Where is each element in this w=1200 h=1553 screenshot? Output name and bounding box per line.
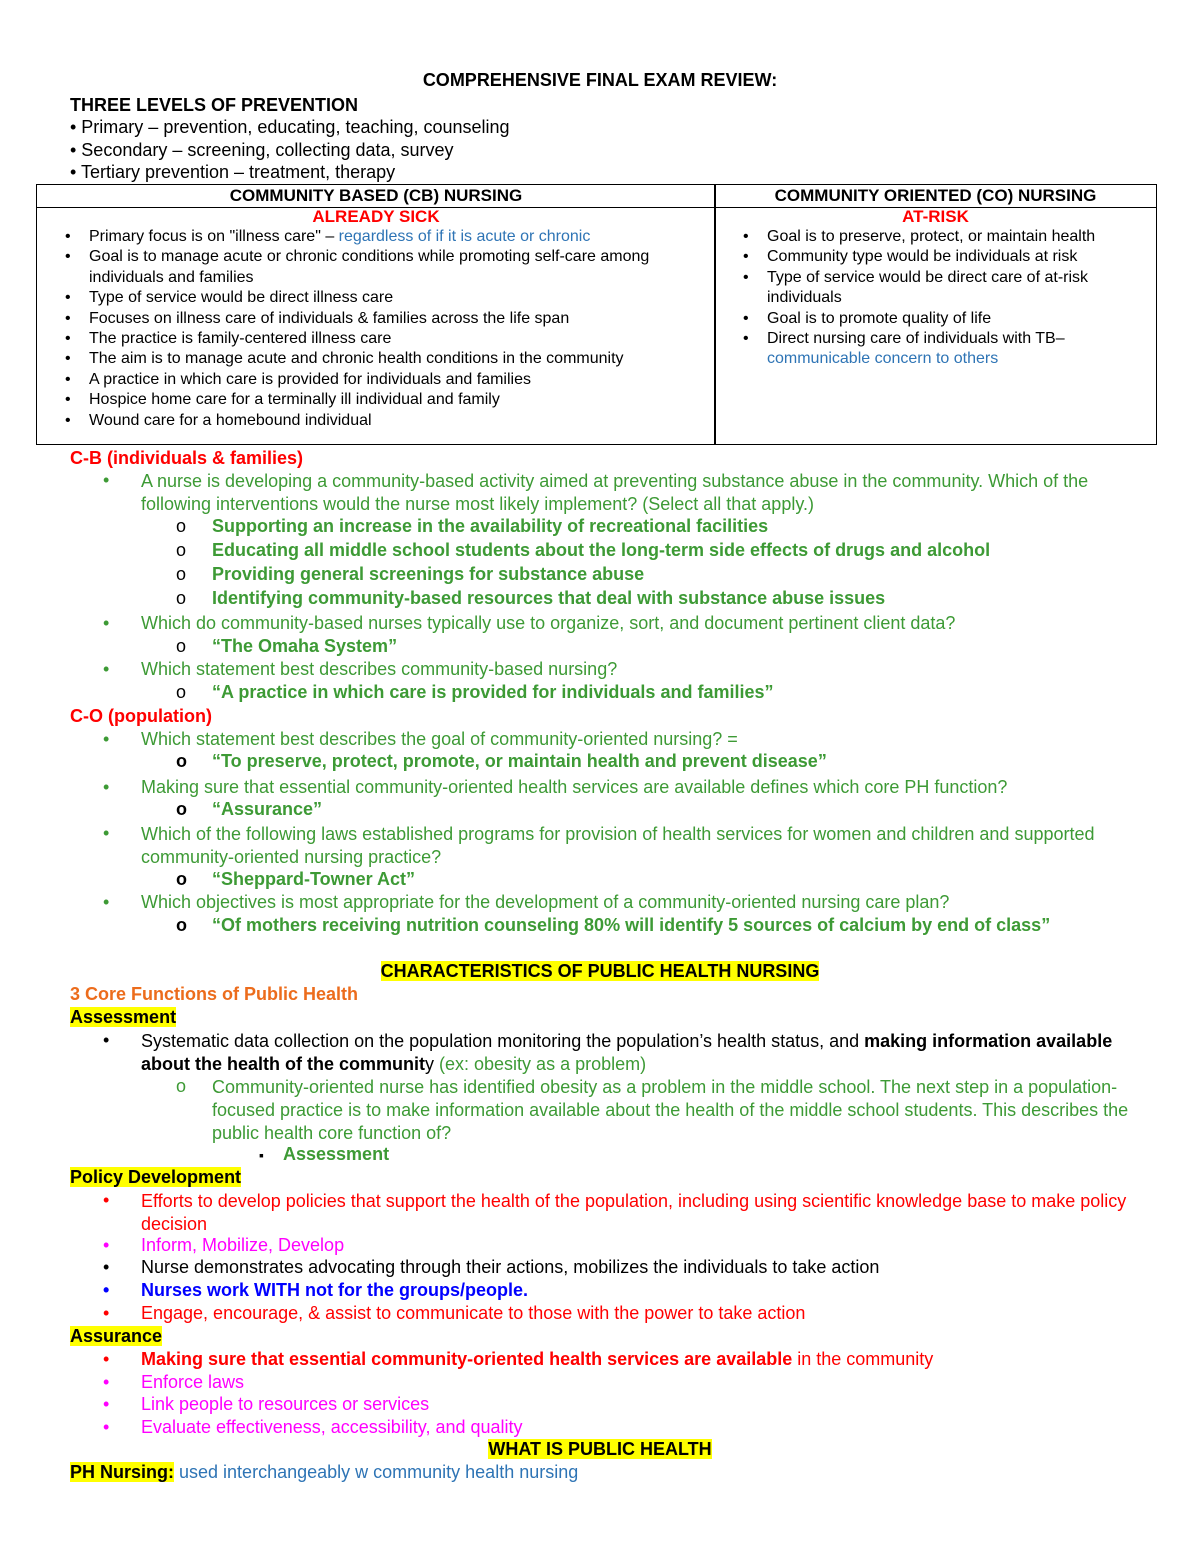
prevention-item-secondary: • Secondary – screening, collecting data, survey [70,140,454,160]
policy-item-3: Nurse demonstrates advocating through their actions, mobilizes the individuals to take action [141,1257,880,1277]
cb-list [59,227,709,431]
square-bullet-icon: ▪ [259,1147,264,1163]
co-section-heading: C-O (population) [70,706,212,726]
policy-item-5: Engage, encourage, & assist to communicate to those with the power to take action [141,1303,806,1323]
policy-label: Policy Development [70,1167,242,1187]
list-item: • Focuses on illness care of individuals & families across the life span [59,309,709,329]
cb-subheader: ALREADY SICK [312,207,440,226]
assurance-item-1: Making sure that essential community-oriented health services are available in the community [141,1349,934,1369]
cb-column-header: COMMUNITY BASED (CB) NURSING [37,185,715,208]
circle-bullet-icon: o [176,869,187,889]
circle-bullet-icon: o [176,915,187,935]
circle-bullet-icon: o [176,682,187,702]
bullet-icon: • [103,729,110,749]
bullet-icon: • [103,470,110,490]
circle-bullet-icon: o [176,588,187,608]
policy-item-4: Nurses work WITH not for the groups/people. [141,1280,529,1300]
assurance-item-2: Enforce laws [141,1372,245,1392]
list-item: • Community type would be individuals at risk [737,247,1157,267]
cb-answer-1b: Educating all middle school students about the long-term side effects of drugs and alcohol [212,540,991,560]
cb-question-1: A nurse is developing a community-based activity aimed at preventing substance abuse in the community. Which of the following interventions would the nurse most likely implement? (Select all that apply.) [141,471,1089,514]
assessment-description: Systematic data collection on the population monitoring the population’s health status, and making information available about the health of the community (ex: obesity as a problem) [141,1031,1113,1074]
bullet-icon: • [103,1372,110,1392]
list-item: • Type of service would be direct illness care [59,288,709,308]
bullet-icon: • [103,659,110,679]
page-title: COMPREHENSIVE FINAL EXAM REVIEW: [422,70,778,90]
co-answer-2: “Assurance” [212,799,323,819]
cb-answer-1d: Identifying community-based resources that deal with substance abuse issues [212,588,886,608]
co-list [737,227,1157,370]
circle-bullet-icon: o [176,516,187,536]
bullet-icon: • [103,1030,110,1050]
cb-answer-1a: Supporting an increase in the availability of recreational facilities [212,516,769,536]
cb-question-3: Which statement best describes community-based nursing? [141,659,618,679]
bullet-icon: • [103,823,110,843]
bullet-icon: • [103,1349,110,1369]
list-item: • Wound care for a homebound individual [59,411,709,431]
assurance-label-wrap [70,1326,162,1347]
policy-item-2: Inform, Mobilize, Develop [141,1235,345,1255]
bullet-icon: • [103,1235,110,1255]
circle-bullet-icon: o [176,1076,187,1096]
prevention-item-tertiary: • Tertiary prevention – treatment, therapy [70,162,396,182]
prevention-heading: THREE LEVELS OF PREVENTION [70,95,359,115]
bullet-icon: • [103,1280,110,1300]
cb-question-2: Which do community-based nurses typically use to organize, sort, and document pertinent client data? [141,613,956,633]
circle-bullet-icon: o [176,540,187,560]
co-question-1: Which statement best describes the goal of community-oriented nursing? = [141,729,738,749]
cb-answer-2: “The Omaha System” [212,636,398,656]
bullet-icon: • [103,1417,110,1437]
bullet-icon: • [103,777,110,797]
what-heading-wrap [0,1439,1200,1460]
bullet-icon: • [103,1394,110,1414]
circle-bullet-icon: o [176,751,187,771]
bullet-icon: • [103,613,110,633]
cb-answer-3: “A practice in which care is provided for individuals and families” [212,682,774,702]
prevention-item-primary: • Primary – prevention, educating, teaching, counseling [70,117,510,137]
phn-heading: CHARACTERISTICS OF PUBLIC HEALTH NURSING [380,961,820,981]
ph-nursing-label: PH Nursing: [70,1462,175,1482]
co-answer-4: “Of mothers receiving nutrition counseling 80% will identify 5 sources of calcium by end of class” [212,915,1051,935]
circle-bullet-icon: o [176,636,187,656]
list-item: • Goal is to manage acute or chronic conditions while promoting self-care among individuals and families [59,247,709,288]
list-item: • Hospice home care for a terminally ill individual and family [59,390,709,410]
ph-nursing-line: PH Nursing: used interchangeably w community health nursing [70,1462,579,1482]
assurance-label: Assurance [70,1326,163,1346]
co-subheader: AT-RISK [902,207,969,226]
co-answer-3: “Sheppard-Towner Act” [212,869,416,889]
list-item: • Direct nursing care of individuals with TB– communicable concern to others [737,329,1157,370]
list-item: • Goal is to preserve, protect, or maintain health [737,227,1157,247]
cb-answer-1c: Providing general screenings for substance abuse [212,564,645,584]
list-item: • The practice is family-centered illness care [59,329,709,349]
list-item: • Type of service would be direct care of at-risk individuals [737,268,1157,309]
policy-item-1: Efforts to develop policies that support the health of the population, including using scientific knowledge base to make policy decision [141,1191,1127,1234]
what-is-public-health-heading: WHAT IS PUBLIC HEALTH [488,1439,712,1459]
list-item: • The aim is to manage acute and chronic health conditions in the community [59,349,709,369]
list-item: • A practice in which care is provided for individuals and families [59,370,709,390]
bullet-icon: • [103,1303,110,1323]
assessment-answer: Assessment [283,1144,390,1164]
list-item: • Goal is to promote quality of life [737,309,1157,329]
circle-bullet-icon: o [176,799,187,819]
assessment-label: Assessment [70,1007,177,1027]
co-answer-1: “To preserve, protect, promote, or maintain health and prevent disease” [212,751,827,771]
co-column-header: COMMUNITY ORIENTED (CO) NURSING [715,185,1156,208]
assessment-question: Community-oriented nurse has identified obesity as a problem in the middle school. The next step in a population-focused practice is to make information available about the health of the middle school students. This describes the public health core function of? [212,1077,1129,1143]
bullet-icon: • [103,1257,110,1277]
co-question-4: Which objectives is most appropriate for the development of a community-oriented nursing care plan? [141,892,950,912]
co-question-2: Making sure that essential community-oriented health services are available defines which core PH function? [141,777,1008,797]
co-question-3: Which of the following laws established programs for provision of health services for women and children and supported community-oriented nursing practice? [141,824,1095,867]
phn-heading-wrap [0,961,1200,982]
bullet-icon: • [103,892,110,912]
assurance-item-3: Link people to resources or services [141,1394,430,1414]
cb-section-heading: C-B (individuals & families) [70,448,304,468]
assessment-label-wrap [70,1007,176,1028]
nursing-comparison-table [36,184,1157,445]
list-item: • Primary focus is on "illness care" – regardless of if it is acute or chronic [59,227,709,247]
circle-bullet-icon: o [176,564,187,584]
policy-label-wrap [70,1167,241,1188]
bullet-icon: • [103,1190,110,1210]
assurance-item-4: Evaluate effectiveness, accessibility, and quality [141,1417,523,1437]
core-functions-heading: 3 Core Functions of Public Health [70,984,359,1004]
